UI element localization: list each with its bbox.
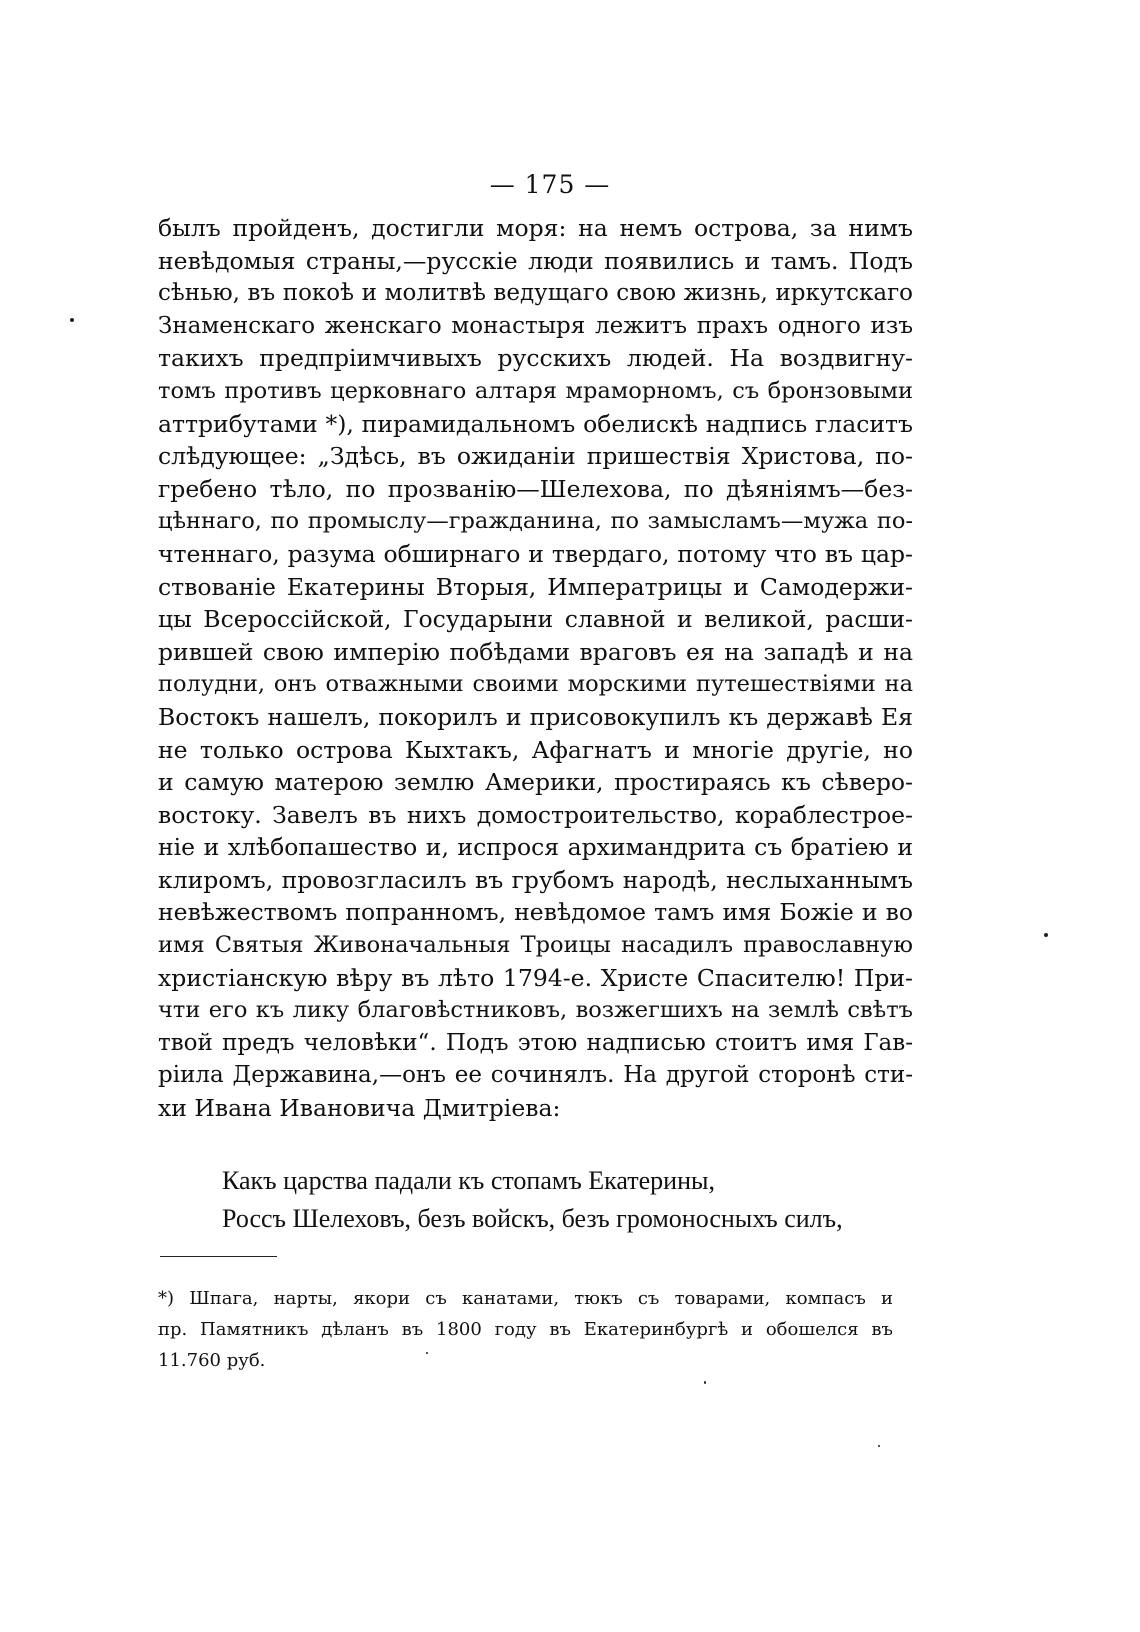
text-line: Востокъ нашелъ, покорилъ и присовокупилъ къ державѣ Ея [158, 702, 913, 731]
text-line: рившей свою имперію побѣдами враговъ ея на западѣ и на [158, 637, 913, 666]
scan-speck [704, 1381, 706, 1384]
text-line: и самую матерою землю Америки, простираясь къ сѣверо- [158, 768, 913, 797]
verse-line: Россъ Шелеховъ, безъ войскъ, безъ громоносныхъ силъ, [222, 1204, 843, 1233]
text-line: такихъ предпріимчивыхъ русскихъ людей. На воздвигну- [158, 344, 913, 373]
verse-quote [222, 1162, 922, 1238]
text-line: томъ противъ церковнаго алтаря мраморномъ, съ бронзовыми [158, 377, 913, 404]
text-line: чти его къ лику благовѣстниковъ, возжегшихъ на землѣ свѣтъ [158, 997, 913, 1024]
text-line: невѣжествомъ попранномъ, невѣдомое тамъ имя Божіе и во [158, 898, 913, 927]
text-line: гребено тѣло, по прозванію—Шелехова, по дѣяніямъ—без- [158, 474, 913, 503]
footnote-line: *) Шпага, нарты, якори съ канатами, тюкъ съ товарами, компасъ и [158, 1288, 893, 1309]
text-line: невѣдомыя страны,—русскіе люди появились и тамъ. Подъ [158, 246, 913, 275]
footnote [158, 1283, 893, 1376]
text-line: востоку. Завелъ въ нихъ домостроительство, кораблестрое- [158, 800, 913, 829]
text-line: полудни, онъ отважными своими морскими путешествіями на [158, 671, 913, 698]
text-line: твой предъ человѣки“. Подъ этою надписью стоитъ имя Гав- [158, 1029, 913, 1056]
text-line: былъ пройденъ, достигли моря: на немъ острова, за нимъ [158, 214, 913, 242]
text-line: христіанскую вѣру въ лѣто 1794-е. Христе Спасителю! При- [158, 963, 913, 992]
scan-speck [426, 1352, 428, 1354]
page-number: — 175 — [489, 170, 611, 199]
body-text [158, 212, 913, 1125]
text-line: Знаменскаго женскаго монастыря лежитъ прахъ одного изъ [158, 312, 913, 339]
text-line: ствованіе Екатерины Вторыя, Императрицы и Самодержи- [158, 572, 913, 601]
verse-line: Какъ царства падали къ стопамъ Екатерины, [222, 1166, 715, 1195]
text-line: цы Всероссійской, Государыни славной и великой, расши- [158, 605, 913, 634]
text-line: чтеннаго, разума обширнаго и твердаго, потому что въ цар- [158, 539, 913, 568]
text-line: аттрибутами *), пирамидальномъ обелискѣ надпись гласитъ [158, 409, 913, 438]
text-line: сѣнью, въ покоѣ и молитвѣ ведущаго свою жизнь, иркутскаго [158, 280, 913, 307]
text-line: не только острова Кыхтакъ, Афагнатъ и многіе другіе, но [158, 735, 913, 764]
scan-speck [878, 1445, 880, 1447]
text-line: хи Ивана Ивановича Дмитріева: [158, 1094, 561, 1123]
scan-speck [1044, 933, 1048, 937]
text-line: ніе и хлѣбопашество и, испрося архимандрита съ братіею и [158, 833, 913, 862]
text-line: клиромъ, провозгласилъ въ грубомъ народѣ, неслыханнымъ [158, 865, 913, 894]
text-line: слѣдующее: „Здѣсь, въ ожиданіи пришествія Христова, по- [158, 442, 913, 471]
text-line: имя Святыя Живоначальныя Троицы насадилъ православную [158, 932, 913, 959]
scan-speck [70, 318, 74, 322]
text-line: ріила Державина,—онъ ее сочинялъ. На другой сторонѣ сти- [158, 1062, 913, 1089]
text-line: цѣннаго, по промыслу—гражданина, по замысламъ—мужа по- [158, 508, 913, 535]
footnote-line: 11.760 руб. [158, 1350, 266, 1371]
footnote-separator [160, 1256, 277, 1257]
footnote-line: пр. Памятникъ дѣланъ въ 1800 году въ Екатеринбургѣ и обошелся въ [158, 1319, 893, 1340]
